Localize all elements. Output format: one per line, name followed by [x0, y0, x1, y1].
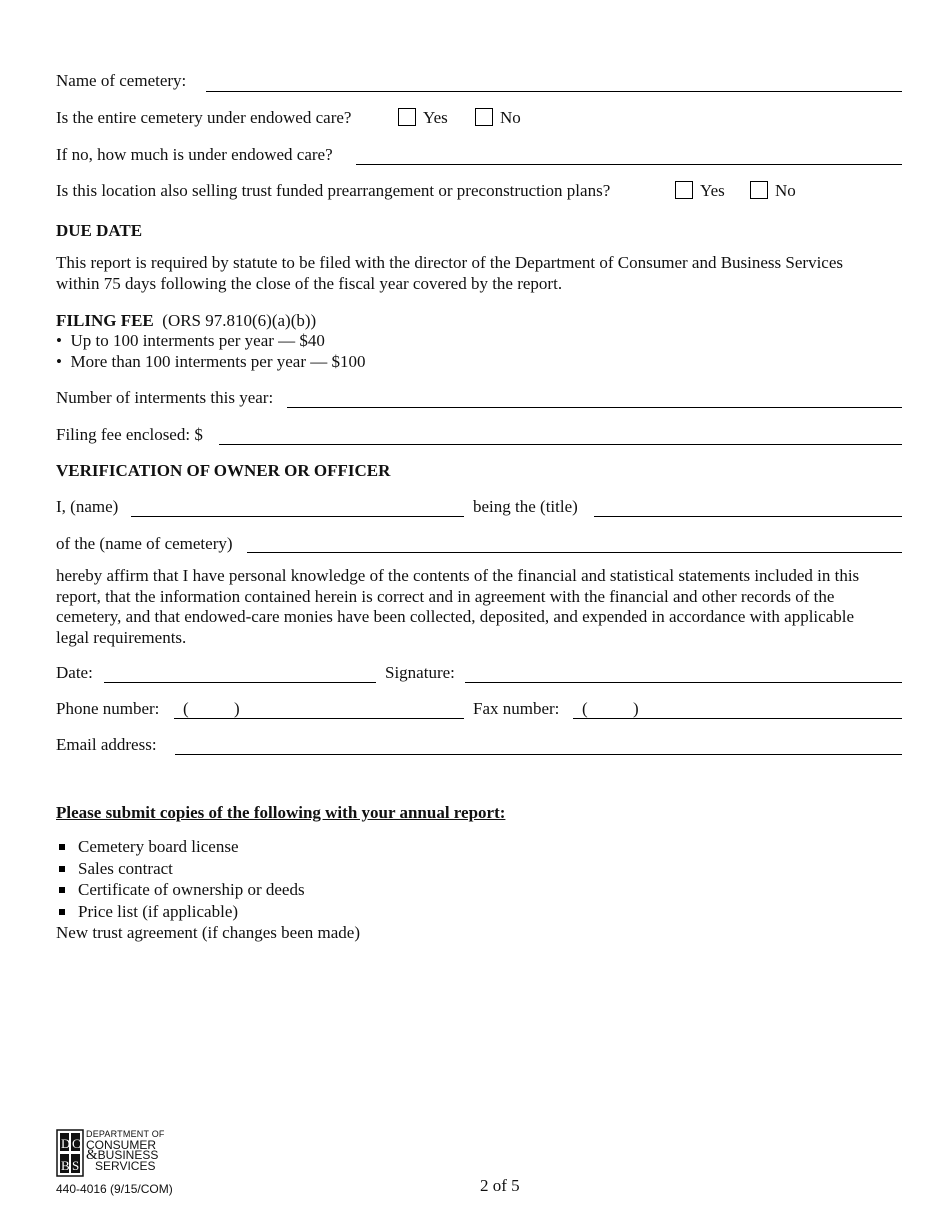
- email-label: Email address:: [56, 735, 157, 754]
- officer-title-label: being the (title): [473, 497, 578, 516]
- officer-name-label: I, (name): [56, 497, 119, 516]
- logo-text: [86, 1129, 165, 1171]
- fax-area-open: (: [582, 699, 588, 718]
- filing-fee-heading: FILING FEE: [56, 311, 154, 330]
- date-field[interactable]: [104, 682, 376, 683]
- fax-area-close: ): [633, 699, 639, 718]
- trust-yes-option[interactable]: [675, 181, 725, 201]
- endowed-yes-option[interactable]: [398, 108, 448, 128]
- logo-line: BUSINESS: [97, 1148, 159, 1162]
- interments-field[interactable]: [287, 407, 902, 408]
- list-item: Cemetery board license: [56, 836, 360, 858]
- page-number: 2 of 5: [480, 1176, 520, 1195]
- trust-yes-label: Yes: [700, 181, 725, 200]
- submit-list: [56, 836, 360, 944]
- signature-label: Signature:: [385, 663, 455, 682]
- endowed-amount-label: If no, how much is under endowed care?: [56, 145, 333, 164]
- endowed-care-question: Is the entire cemetery under endowed care?: [56, 108, 352, 127]
- logo-amp: &: [86, 1147, 98, 1163]
- svg-text:B: B: [61, 1158, 70, 1173]
- due-date-heading: DUE DATE: [56, 221, 143, 240]
- trust-no-checkbox[interactable]: [750, 181, 768, 199]
- endowed-no-label: No: [500, 108, 521, 127]
- verification-cemetery-label: of the (name of cemetery): [56, 534, 233, 553]
- verification-heading: VERIFICATION OF OWNER OR OFFICER: [56, 461, 391, 480]
- cemetery-name-field[interactable]: [206, 91, 902, 92]
- list-item: Price list (if applicable): [56, 901, 360, 923]
- officer-name-field[interactable]: [131, 516, 464, 517]
- officer-title-field[interactable]: [594, 516, 902, 517]
- submit-extra: New trust agreement (if changes been made): [56, 923, 360, 942]
- logo-line: CONSUMER: [86, 1137, 157, 1152]
- interments-label: Number of interments this year:: [56, 388, 274, 407]
- svg-text:D: D: [61, 1136, 71, 1151]
- fee-enclosed-label: Filing fee enclosed: $: [56, 425, 203, 444]
- trust-question: Is this location also selling trust funded prearrangement or preconstruction plans?: [56, 181, 611, 200]
- fee-item-text: More than 100 interments per year — $100: [70, 352, 366, 371]
- logo-line: SERVICES: [95, 1158, 156, 1173]
- fee-item: • Up to 100 interments per year — $40: [56, 331, 325, 350]
- phone-field[interactable]: [174, 718, 464, 719]
- date-label: Date:: [56, 663, 93, 682]
- trust-no-label: No: [775, 181, 796, 200]
- filing-fee-statute: (ORS 97.810(6)(a)(b)): [162, 311, 317, 330]
- fee-item: • More than 100 interments per year — $100: [56, 352, 366, 371]
- endowed-no-checkbox[interactable]: [475, 108, 493, 126]
- list-item: Certificate of ownership or deeds: [56, 879, 360, 901]
- endowed-yes-label: Yes: [423, 108, 448, 127]
- phone-area-close: ): [234, 699, 240, 718]
- verification-cemetery-field[interactable]: [247, 552, 902, 553]
- signature-field[interactable]: [465, 682, 902, 683]
- logo-line: DEPARTMENT OF: [86, 1129, 165, 1139]
- fax-label: Fax number:: [473, 699, 560, 718]
- svg-text:S: S: [72, 1158, 80, 1173]
- phone-label: Phone number:: [56, 699, 160, 718]
- endowed-no-option[interactable]: [475, 108, 521, 128]
- trust-yes-checkbox[interactable]: [675, 181, 693, 199]
- fee-enclosed-field[interactable]: [219, 444, 902, 445]
- email-field[interactable]: [175, 754, 902, 755]
- phone-area-open: (: [183, 699, 189, 718]
- list-item: Sales contract: [56, 858, 360, 880]
- trust-no-option[interactable]: [750, 181, 796, 201]
- submit-heading: Please submit copies of the following with your annual report:: [56, 803, 506, 822]
- endowed-amount-field[interactable]: [356, 164, 902, 165]
- filing-fee-header: [56, 311, 316, 331]
- fee-item-text: Up to 100 interments per year — $40: [70, 331, 325, 350]
- form-number: 440-4016 (9/15/COM): [56, 1182, 173, 1196]
- fax-field[interactable]: [573, 718, 902, 719]
- endowed-yes-checkbox[interactable]: [398, 108, 416, 126]
- affirmation-text: hereby affirm that I have personal knowledge of the contents of the financial and statistical statements included in this report, that the information contained herein is correct and in agreement with the financial and other records of the cemetery, and that endowed-care monies have been collected, deposited, and expended in accordance with applicable legal requirements.: [56, 566, 860, 647]
- cemetery-name-label: Name of cemetery:: [56, 71, 187, 90]
- due-date-text: This report is required by statute to be filed with the director of the Department of Consumer and Business Services within 75 days following the close of the fiscal year covered by the report.: [56, 253, 843, 293]
- svg-text:C: C: [72, 1136, 81, 1151]
